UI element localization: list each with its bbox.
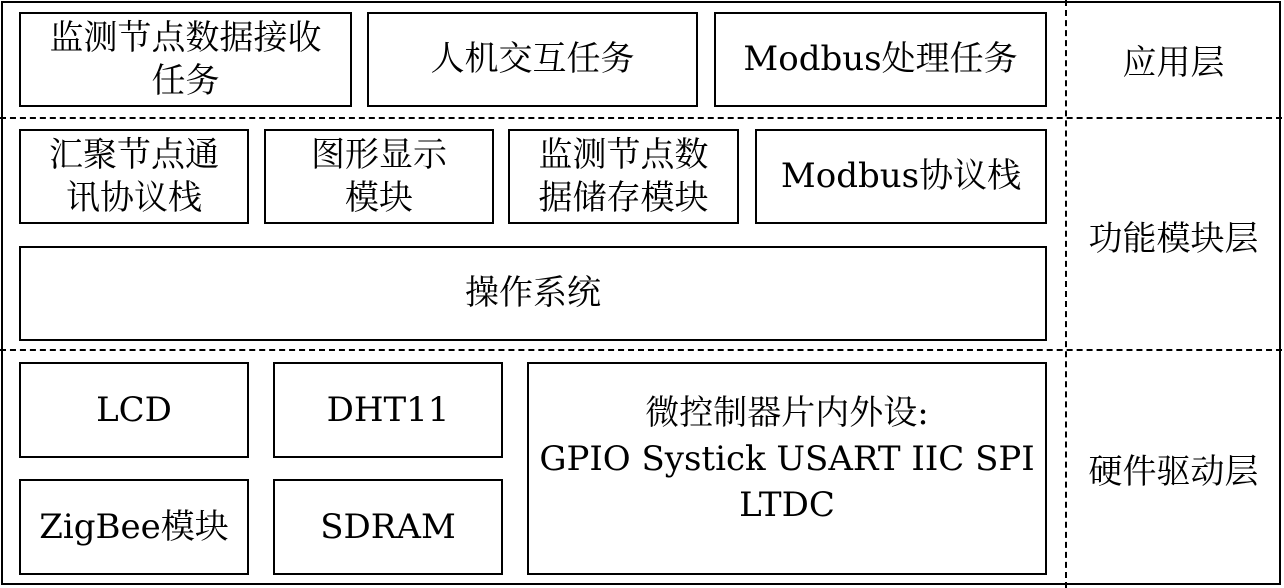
box-text: Modbus处理任务 <box>743 39 1018 79</box>
box-hmi-task <box>367 12 698 107</box>
box-text: Modbus协议栈 <box>780 156 1022 196</box>
box-storage-module <box>508 129 739 224</box>
box-sdram <box>273 479 503 575</box>
box-text: ZigBee模块 <box>39 506 229 547</box>
box-text-line-3: LTDC <box>739 484 835 525</box>
box-monitor-receive-task <box>19 12 352 107</box>
layer-label-application: 应用层 <box>1122 43 1225 83</box>
box-text: LCD <box>96 389 172 430</box>
box-operating-system <box>19 246 1047 341</box>
box-text-line-2: 任务 <box>151 60 220 101</box>
layer-label-function: 功能模块层 <box>1088 219 1259 259</box>
box-mcu-peripherals <box>527 362 1047 575</box>
box-text-line-1: 监测节点数据接收 <box>49 17 322 58</box>
label-column-divider <box>1065 0 1067 588</box>
box-text-line-1: 微控制器片内外设: <box>645 392 929 433</box>
layer-divider-top <box>0 117 1282 119</box>
box-modbus-task <box>714 12 1047 107</box>
box-text: DHT11 <box>326 389 450 430</box>
box-text-line-1: 汇聚节点通 <box>49 134 219 175</box>
layer-divider-bottom <box>0 349 1282 351</box>
box-text-line-2: 模块 <box>345 177 413 218</box>
layer-label-hardware: 硬件驱动层 <box>1088 452 1259 492</box>
box-dht11 <box>273 362 503 458</box>
box-text: 人机交互任务 <box>430 39 635 79</box>
box-text: SDRAM <box>320 506 456 547</box>
box-text: 操作系统 <box>465 273 601 313</box>
box-graphics-module <box>264 129 494 224</box>
box-modbus-stack <box>755 129 1047 224</box>
box-text-line-1: 监测节点数 <box>538 134 709 175</box>
box-lcd <box>19 362 249 458</box>
box-zigbee-module <box>19 479 249 575</box>
box-text-line-2: 据储存模块 <box>538 177 709 218</box>
box-text-line-2: GPIO Systick USART IIC SPI <box>539 438 1035 479</box>
box-sink-protocol-stack <box>19 129 249 224</box>
box-text-line-2: 讯协议栈 <box>66 177 202 218</box>
box-text-line-1: 图形显示 <box>311 134 447 175</box>
